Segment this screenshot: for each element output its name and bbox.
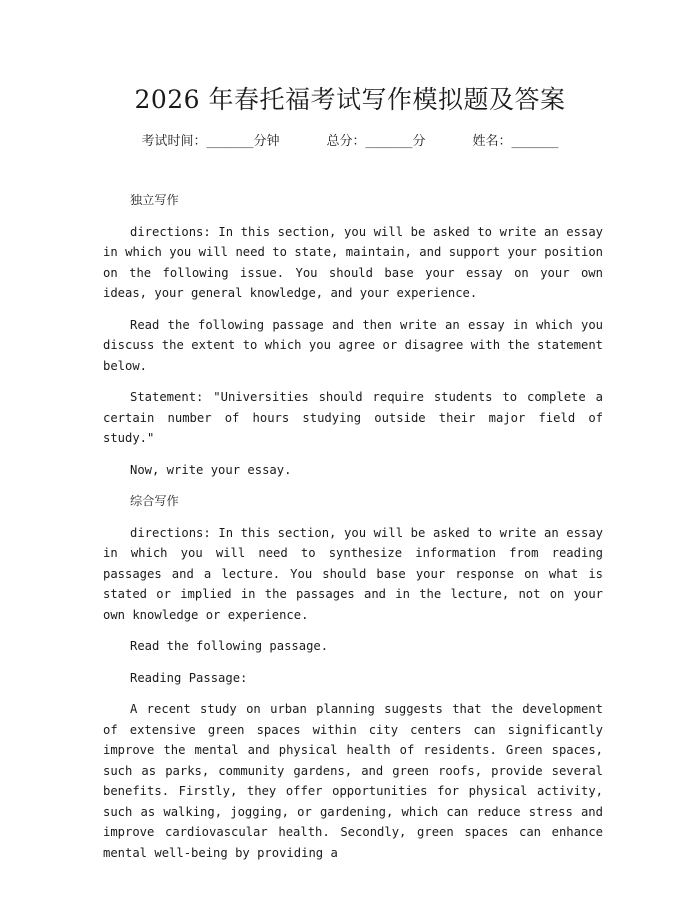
reading-passage-label: Reading Passage: (130, 670, 248, 685)
score-blank: ______ (365, 134, 413, 149)
independent-prompt: Now, write your essay. (130, 462, 292, 477)
document-body (103, 190, 603, 874)
document-title: 2026 年春托福考试写作模拟题及答案 (134, 85, 566, 114)
time-unit: 分钟 (253, 134, 280, 149)
independent-directions: directions: In this section, you will be asked to write an essay in which you will need to state, maintain, and support your position on the following issue. You should base your essay on your own ideas, your general knowledge, and your experience. (103, 224, 603, 300)
section-heading-integrated: 综合写作 (130, 494, 179, 508)
integrated-instruction: Read the following passage. (130, 639, 329, 653)
independent-statement: Statement: "Universities should require students to complete a certain number of hours studying outside their major field of study." (103, 390, 603, 445)
name-blank: ______ (511, 134, 559, 149)
independent-instruction: Read the following passage and then write an essay in which you discuss the extent to which you agree or disagree with the statement below. (103, 317, 603, 373)
exam-meta-line (0, 130, 700, 149)
integrated-directions: directions: In this section, you will be asked to write an essay in which you will need to synthesize information from reading passages and a lecture. You should base your response on what is stated or implied in the passages and in the lecture, not on your own knowledge or experience. (103, 525, 603, 622)
score-unit: 分 (412, 134, 426, 149)
section-heading-independent: 独立写作 (130, 193, 179, 207)
score-label: 总分： (326, 134, 366, 149)
name-label: 姓名： (472, 134, 512, 149)
time-blank: ______ (206, 134, 254, 149)
time-label: 考试时间： (141, 134, 207, 149)
reading-passage-text: A recent study on urban planning suggests that the development of extensive green spaces within city centers can significantly improve the mental and physical health of residents. Green spaces, such as parks, community gardens, and green roofs, provide several benefits. Firstly, they offer opportunities for physical activity, such as walking, jogging, or gardening, which can reduce stress and improve cardiovascular health. Secondly, green spaces can enhance mental well-being by providing a (103, 702, 603, 860)
